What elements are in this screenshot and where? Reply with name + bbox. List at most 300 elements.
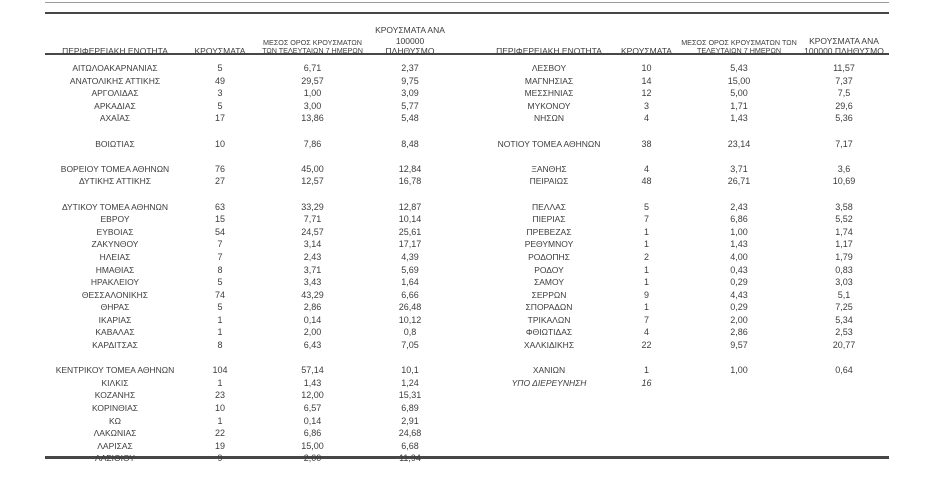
region-cell: ΡΟΔΟΥ — [534, 264, 564, 275]
col-header-avg7: ΜΕΣΟΣ ΟΡΟΣ ΚΡΟΥΣΜΑΤΩΝ ΤΩΝ ΤΕΛΕΥΤΑΙΩΝ 7 ΗΜΕΡΩΝ — [681, 37, 797, 56]
col-header-cases: ΚΡΟΥΣΜΑΤΑ — [194, 45, 246, 56]
cases-cell: 8 — [217, 340, 223, 351]
cases-cell: 4 — [643, 163, 649, 174]
table-row — [45, 226, 450, 239]
per100k-cell: 0,83 — [835, 264, 853, 275]
table-row — [45, 163, 450, 176]
per100k-cell — [370, 125, 450, 138]
avg7-cell: 3,71 — [730, 163, 748, 174]
per100k-cell: 20,77 — [832, 340, 856, 351]
cases-cell: 10 — [214, 138, 225, 149]
per100k-cell: 26,48 — [398, 302, 422, 313]
region-cell: ΚΟΖΑΝΗΣ — [94, 390, 136, 401]
avg7-cell — [255, 188, 370, 201]
table-row — [45, 402, 450, 415]
cases-cell: 12 — [641, 88, 652, 99]
region-cell: ΝΟΤΙΟΥ ΤΟΜΕΑ ΑΘΗΝΩΝ — [497, 138, 601, 149]
cases-cell: 5 — [643, 201, 649, 212]
per100k-cell: 8,48 — [401, 138, 419, 149]
region-cell: ΜΑΓΝΗΣΙΑΣ — [524, 75, 574, 86]
per100k-cell: 6,68 — [401, 440, 419, 451]
region-cell — [484, 150, 614, 163]
table-row — [484, 87, 889, 100]
table-row — [45, 427, 450, 440]
table-body-right — [484, 62, 889, 389]
table-row — [484, 163, 889, 176]
cases-cell — [614, 188, 679, 201]
region-cell — [484, 125, 614, 138]
region-cell: ΦΘΙΩΤΙΔΑΣ — [525, 327, 573, 338]
table-row — [484, 264, 889, 277]
regional-unit-table-left — [45, 20, 450, 465]
region-cell: ΚΕΝΤΡΙΚΟΥ ΤΟΜΕΑ ΑΘΗΝΩΝ — [55, 365, 175, 376]
avg7-cell: 57,14 — [301, 365, 324, 376]
per100k-cell: 9,75 — [401, 75, 419, 86]
cases-cell: 9 — [643, 289, 649, 300]
per100k-cell: 7,17 — [835, 138, 853, 149]
table-row — [45, 440, 450, 453]
table-row — [45, 389, 450, 402]
per100k-cell: 16,78 — [398, 176, 422, 187]
region-cell: ΧΑΝΙΩΝ — [532, 365, 566, 376]
cases-cell: 1 — [217, 415, 223, 426]
avg7-cell — [255, 150, 370, 163]
avg7-cell: 2,86 — [730, 327, 748, 338]
region-cell — [45, 150, 185, 163]
region-cell: ΞΑΝΘΗΣ — [531, 163, 567, 174]
region-cell: ΗΛΕΙΑΣ — [99, 251, 131, 262]
per100k-cell: 25,61 — [398, 226, 422, 237]
col-header-per100k: ΚΡΟΥΣΜΑΤΑ ΑΝΑ 100000 ΠΛΗΘΥΣΜΟ — [375, 25, 445, 56]
per100k-cell: 5,34 — [835, 314, 853, 325]
cases-cell: 1 — [217, 327, 223, 338]
cases-cell: 48 — [641, 176, 652, 187]
avg7-cell: 1,00 — [303, 88, 322, 99]
avg7-cell: 0,29 — [730, 277, 748, 288]
cases-cell — [185, 150, 255, 163]
cases-cell: 9 — [217, 453, 223, 464]
blank-row — [45, 188, 450, 201]
cases-cell: 1 — [643, 264, 649, 275]
cases-cell: 14 — [641, 75, 652, 86]
per100k-cell: 3,03 — [835, 277, 853, 288]
table-row — [484, 377, 889, 390]
region-cell: ΛΑΚΩΝΙΑΣ — [93, 428, 137, 439]
cases-cell: 17 — [214, 113, 225, 124]
avg7-cell: 12,57 — [301, 176, 324, 187]
region-cell: ΘΕΣΣΑΛΟΝΙΚΗΣ — [81, 289, 149, 300]
cases-cell: 104 — [212, 365, 228, 376]
table-row — [45, 339, 450, 352]
table-row — [45, 138, 450, 151]
region-cell: ΑΡΓΟΛΙΔΑΣ — [91, 88, 139, 99]
avg7-cell: 1,00 — [730, 365, 748, 376]
per100k-cell: 3,09 — [401, 88, 419, 99]
avg7-cell — [255, 352, 370, 365]
cases-cell: 1 — [217, 314, 223, 325]
avg7-cell: 1,43 — [730, 239, 748, 250]
cases-cell: 3 — [643, 100, 649, 111]
region-cell — [45, 188, 185, 201]
avg7-cell: 43,29 — [301, 289, 324, 300]
per100k-cell — [799, 188, 889, 201]
region-cell: ΘΗΡΑΣ — [100, 302, 130, 313]
region-cell: ΒΟΡΕΙΟΥ ΤΟΜΕΑ ΑΘΗΝΩΝ — [60, 163, 170, 174]
table-row — [484, 201, 889, 214]
table-row — [45, 213, 450, 226]
per100k-cell: 1,24 — [401, 377, 419, 388]
table-row — [484, 62, 889, 75]
cases-cell: 15 — [214, 214, 225, 225]
per100k-cell: 5,77 — [401, 100, 419, 111]
region-cell: ΣΠΟΡΑΔΩΝ — [525, 302, 573, 313]
per100k-cell: 10,69 — [832, 176, 856, 187]
table-row — [45, 364, 450, 377]
region-cell: ΛΑΡΙΣΑΣ — [97, 440, 133, 451]
avg7-cell — [255, 125, 370, 138]
avg7-cell: 2,43 — [303, 251, 322, 262]
top-divider-thick — [45, 12, 889, 14]
table-row — [484, 138, 889, 151]
region-cell: ΙΚΑΡΙΑΣ — [98, 314, 132, 325]
table-row — [45, 100, 450, 113]
cases-cell: 5 — [217, 277, 223, 288]
col-header-avg7: ΜΕΣΟΣ ΟΡΟΣ ΚΡΟΥΣΜΑΤΩΝ ΤΩΝ ΤΕΛΕΥΤΑΙΩΝ 7 ΗΜΕΡΩΝ — [262, 37, 363, 56]
per100k-cell — [370, 352, 450, 365]
cases-cell: 22 — [641, 340, 652, 351]
avg7-cell: 1,43 — [303, 377, 322, 388]
per100k-cell: 2,53 — [835, 327, 853, 338]
table-row — [484, 289, 889, 302]
table-row — [484, 251, 889, 264]
cases-cell: 19 — [214, 440, 225, 451]
per100k-cell: 10,14 — [398, 214, 422, 225]
col-header-region: ΠΕΡΙΦΕΡΕΙΑΚΗ ΕΝΟΤΗΤΑ — [62, 45, 168, 56]
table-row — [45, 251, 450, 264]
top-divider-thin — [45, 2, 889, 3]
per100k-cell: 6,89 — [401, 403, 419, 414]
per100k-cell: 4,39 — [401, 251, 419, 262]
avg7-cell: 0,14 — [303, 415, 322, 426]
region-cell: ΣΕΡΡΩΝ — [531, 289, 567, 300]
per100k-cell — [370, 188, 450, 201]
cases-cell: 1 — [643, 302, 649, 313]
avg7-cell: 2,00 — [730, 314, 748, 325]
cases-cell: 10 — [214, 403, 225, 414]
per100k-cell: 15,31 — [398, 390, 422, 401]
per100k-cell: 10,12 — [398, 314, 422, 325]
avg7-cell: 3,43 — [303, 277, 322, 288]
avg7-cell: 0,14 — [303, 314, 322, 325]
region-cell: ΠΡΕΒΕΖΑΣ — [526, 226, 572, 237]
table-row — [45, 238, 450, 251]
region-cell: ΚΑΡΔΙΤΣΑΣ — [92, 340, 138, 351]
cases-cell — [185, 352, 255, 365]
table-row — [484, 213, 889, 226]
table-row — [45, 112, 450, 125]
region-cell: ΛΑΣΙΘΙΟΥ — [95, 453, 135, 464]
avg7-cell: 6,86 — [303, 428, 322, 439]
avg7-cell: 45,00 — [301, 163, 324, 174]
region-cell: ΖΑΚΥΝΘΟΥ — [91, 239, 139, 250]
avg7-cell: 26,71 — [727, 176, 751, 187]
table-row — [484, 175, 889, 188]
avg7-cell — [679, 125, 799, 138]
blank-row — [45, 352, 450, 365]
table-row — [45, 276, 450, 289]
per100k-cell: 0,8 — [403, 327, 417, 338]
table-row — [45, 377, 450, 390]
avg7-cell: 23,14 — [727, 138, 751, 149]
avg7-cell: 29,57 — [301, 75, 324, 86]
per100k-cell: 29,6 — [835, 100, 853, 111]
region-cell: ΠΕΛΛΑΣ — [531, 201, 567, 212]
per100k-cell — [799, 377, 889, 390]
table-row — [484, 314, 889, 327]
avg7-cell: 15,00 — [301, 440, 324, 451]
avg7-cell — [679, 188, 799, 201]
cases-cell: 23 — [214, 390, 225, 401]
avg7-cell: 5,00 — [730, 88, 748, 99]
table-row — [45, 75, 450, 88]
table-row — [484, 276, 889, 289]
header-row — [484, 20, 889, 62]
cases-cell: 1 — [643, 277, 649, 288]
per100k-cell: 12,87 — [398, 201, 422, 212]
cases-cell — [185, 188, 255, 201]
avg7-cell: 15,00 — [727, 75, 751, 86]
avg7-cell: 4,00 — [730, 251, 748, 262]
region-cell — [484, 188, 614, 201]
region-cell: ΗΡΑΚΛΕΙΟΥ — [90, 277, 140, 288]
avg7-cell: 0,43 — [730, 264, 748, 275]
per100k-cell: 17,17 — [398, 239, 422, 250]
per100k-cell: 3,6 — [837, 163, 851, 174]
cases-cell — [185, 125, 255, 138]
blank-row — [484, 188, 889, 201]
region-cell: ΠΙΕΡΙΑΣ — [532, 214, 566, 225]
per100k-cell — [799, 125, 889, 138]
per100k-cell: 1,64 — [401, 277, 419, 288]
region-cell: ΜΕΣΣΗΝΙΑΣ — [524, 88, 574, 99]
blank-row — [484, 150, 889, 163]
blank-row — [45, 150, 450, 163]
table-row — [484, 226, 889, 239]
table-row — [484, 238, 889, 251]
avg7-cell: 2,00 — [303, 327, 322, 338]
cases-cell: 74 — [214, 289, 225, 300]
cases-cell: 16 — [641, 377, 652, 388]
table-row — [484, 326, 889, 339]
per100k-cell: 7,37 — [835, 75, 853, 86]
per100k-cell: 6,66 — [401, 289, 419, 300]
region-cell: ΔΥΤΙΚΗΣ ΑΤΤΙΚΗΣ — [78, 176, 152, 187]
region-cell — [45, 352, 185, 365]
per100k-cell: 11,57 — [833, 63, 855, 73]
cases-cell: 7 — [643, 314, 649, 325]
avg7-cell: 2,86 — [303, 302, 322, 313]
avg7-cell: 3,00 — [303, 100, 322, 111]
per100k-cell: 3,58 — [835, 201, 853, 212]
avg7-cell: 1,71 — [730, 100, 748, 111]
region-cell: ΕΥΒΟΙΑΣ — [96, 226, 134, 237]
region-cell: ΡΟΔΟΠΗΣ — [528, 251, 570, 262]
region-cell: ΑΧΑΪΑΣ — [99, 113, 131, 124]
avg7-cell: 6,71 — [303, 63, 322, 73]
blank-row — [45, 125, 450, 138]
region-cell: ΑΝΑΤΟΛΙΚΗΣ ΑΤΤΙΚΗΣ — [69, 75, 161, 86]
avg7-cell: 4,43 — [730, 289, 748, 300]
region-cell: ΔΥΤΙΚΟΥ ΤΟΜΕΑ ΑΘΗΝΩΝ — [61, 201, 169, 212]
per100k-cell: 5,69 — [401, 264, 419, 275]
cases-cell — [614, 352, 679, 365]
cases-cell: 10 — [641, 63, 652, 73]
per100k-cell: 10,1 — [401, 365, 419, 376]
per100k-cell: 7,25 — [835, 302, 853, 313]
region-cell: ΚΟΡΙΝΘΙΑΣ — [91, 403, 139, 414]
table-row — [484, 75, 889, 88]
avg7-cell: 6,86 — [730, 214, 748, 225]
cases-cell: 2 — [643, 251, 649, 262]
region-cell: ΡΕΘΥΜΝΟΥ — [524, 239, 574, 250]
cases-cell: 1 — [217, 377, 223, 388]
avg7-cell: 2,00 — [303, 453, 322, 464]
region-cell — [45, 125, 185, 138]
table-row — [45, 289, 450, 302]
table-row — [45, 452, 450, 465]
avg7-cell: 33,29 — [301, 201, 324, 212]
region-cell: ΚΩ — [108, 415, 122, 426]
avg7-cell — [679, 150, 799, 163]
region-cell: ΛΕΣΒΟΥ — [531, 63, 567, 73]
per100k-cell: 1,74 — [835, 226, 853, 237]
per100k-cell — [799, 352, 889, 365]
cases-cell: 1 — [643, 226, 649, 237]
cases-cell: 27 — [214, 176, 225, 187]
cases-cell: 5 — [217, 100, 223, 111]
blank-row — [484, 125, 889, 138]
col-header-cases: ΚΡΟΥΣΜΑΤΑ — [621, 45, 672, 56]
per100k-cell: 1,17 — [835, 239, 853, 250]
cases-cell: 7 — [217, 251, 223, 262]
col-header-per100k: ΚΡΟΥΣΜΑΤΑ ΑΝΑ 100000 ΠΛΗΘΥΣΜΟ — [804, 35, 884, 56]
region-cell: ΚΙΛΚΙΣ — [101, 377, 129, 388]
cases-cell: 4 — [643, 113, 649, 124]
col-header-region: ΠΕΡΙΦΕΡΕΙΑΚΗ ΕΝΟΤΗΤΑ — [496, 45, 602, 56]
cases-cell: 5 — [217, 63, 223, 73]
avg7-cell: 12,00 — [301, 390, 324, 401]
per100k-cell: 2,91 — [401, 415, 419, 426]
per100k-cell: 5,52 — [835, 214, 853, 225]
region-cell: ΧΑΛΚΙΔΙΚΗΣ — [523, 340, 575, 351]
table-row — [484, 301, 889, 314]
cases-cell: 76 — [214, 163, 225, 174]
avg7-cell: 24,57 — [301, 226, 324, 237]
avg7-cell — [679, 377, 799, 390]
per100k-cell: 11,94 — [399, 453, 421, 464]
cases-cell: 49 — [214, 75, 225, 86]
per100k-cell — [799, 150, 889, 163]
avg7-cell — [679, 352, 799, 365]
cases-cell: 38 — [641, 138, 652, 149]
avg7-cell: 1,43 — [730, 113, 748, 124]
table-row — [45, 301, 450, 314]
per100k-cell: 12,84 — [398, 163, 422, 174]
per100k-cell: 5,36 — [835, 113, 853, 124]
per100k-cell: 7,05 — [401, 340, 419, 351]
avg7-cell: 6,57 — [303, 403, 322, 414]
cases-cell: 7 — [643, 214, 649, 225]
region-cell: ΠΕΙΡΑΙΩΣ — [529, 176, 569, 187]
avg7-cell: 1,00 — [730, 226, 748, 237]
header-row — [45, 20, 450, 62]
cases-cell: 4 — [643, 327, 649, 338]
region-cell: ΥΠΟ ΔΙΕΡΕΥΝΗΣΗ — [511, 377, 587, 388]
cases-cell: 8 — [217, 264, 223, 275]
cases-cell: 1 — [643, 365, 649, 376]
blank-row — [484, 352, 889, 365]
table-row — [45, 175, 450, 188]
cases-cell: 5 — [217, 302, 223, 313]
table-row — [484, 364, 889, 377]
table-row — [45, 314, 450, 327]
table-row — [45, 62, 450, 75]
cases-cell — [614, 150, 679, 163]
per100k-cell: 1,79 — [835, 251, 853, 262]
cases-cell: 54 — [214, 226, 225, 237]
region-cell: ΑΙΤΩΛΟΑΚΑΡΝΑΝΙΑΣ — [72, 63, 158, 73]
avg7-cell: 2,43 — [730, 201, 748, 212]
table-row — [484, 339, 889, 352]
avg7-cell: 3,14 — [303, 239, 322, 250]
region-cell — [484, 352, 614, 365]
cases-cell: 3 — [217, 88, 223, 99]
avg7-cell: 6,43 — [303, 340, 322, 351]
avg7-cell: 9,57 — [730, 340, 748, 351]
cases-cell: 7 — [217, 239, 223, 250]
avg7-cell: 5,43 — [730, 63, 748, 73]
table-row — [484, 112, 889, 125]
per100k-cell: 5,48 — [401, 113, 419, 124]
region-cell: ΗΜΑΘΙΑΣ — [95, 264, 135, 275]
region-cell: ΝΗΣΩΝ — [533, 113, 565, 124]
table-row — [45, 326, 450, 339]
cases-cell: 63 — [214, 201, 225, 212]
per100k-cell: 0,64 — [835, 365, 853, 376]
per100k-cell — [370, 150, 450, 163]
table-row — [45, 264, 450, 277]
avg7-cell: 7,86 — [303, 138, 322, 149]
per100k-cell: 5,1 — [837, 289, 851, 300]
regional-unit-table-right — [484, 20, 889, 389]
cases-cell: 22 — [214, 428, 225, 439]
region-cell: ΒΟΙΩΤΙΑΣ — [95, 138, 135, 149]
region-cell: ΚΑΒΑΛΑΣ — [95, 327, 135, 338]
table-row — [45, 87, 450, 100]
table-row — [45, 415, 450, 428]
per100k-cell: 2,37 — [401, 63, 419, 73]
per100k-cell: 24,68 — [398, 428, 422, 439]
region-cell: ΤΡΙΚΑΛΩΝ — [527, 314, 571, 325]
avg7-cell: 13,86 — [301, 113, 324, 124]
table-body-left — [45, 62, 450, 465]
avg7-cell: 0,29 — [730, 302, 748, 313]
region-cell: ΑΡΚΑΔΙΑΣ — [94, 100, 136, 111]
avg7-cell: 7,71 — [303, 214, 322, 225]
cases-cell: 1 — [643, 239, 649, 250]
avg7-cell: 3,71 — [303, 264, 322, 275]
region-cell: ΕΒΡΟΥ — [100, 214, 130, 225]
